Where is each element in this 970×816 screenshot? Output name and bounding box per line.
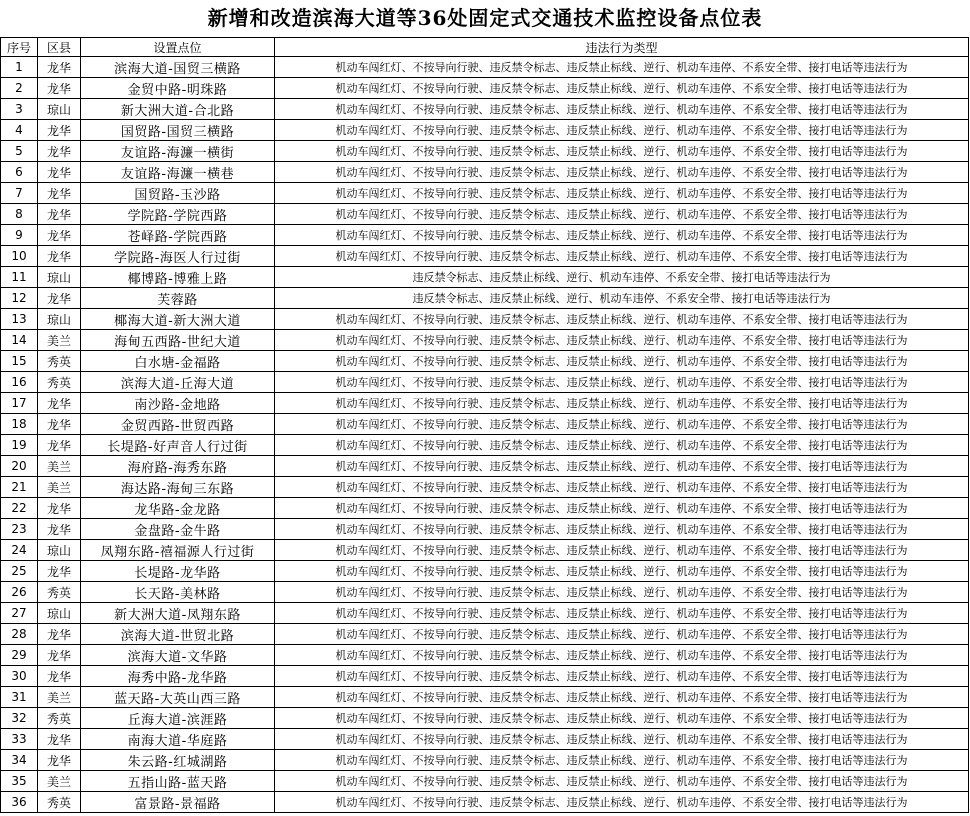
row-site: 金盘路-金牛路 (81, 519, 275, 540)
row-number: 11 (1, 267, 38, 288)
table-row (1, 351, 969, 372)
row-district: 美兰 (38, 477, 81, 498)
row-district: 龙华 (38, 414, 81, 435)
row-district: 龙华 (38, 204, 81, 225)
row-district: 龙华 (38, 393, 81, 414)
table-row (1, 456, 969, 477)
row-violations: 机动车闯红灯、不按导向行驶、违反禁令标志、违反禁止标线、逆行、机动车违停、不系安全带、接打电话等违法行为 (275, 309, 969, 330)
row-violations: 机动车闯红灯、不按导向行驶、违反禁令标志、违反禁止标线、逆行、机动车违停、不系安全带、接打电话等违法行为 (275, 78, 969, 99)
header-site: 设置点位 (81, 38, 275, 57)
row-site: 丘海大道-滨涯路 (81, 708, 275, 729)
row-number: 30 (1, 666, 38, 687)
row-number: 9 (1, 225, 38, 246)
row-number: 25 (1, 561, 38, 582)
row-violations: 机动车闯红灯、不按导向行驶、违反禁令标志、违反禁止标线、逆行、机动车违停、不系安全带、接打电话等违法行为 (275, 99, 969, 120)
row-number: 10 (1, 246, 38, 267)
row-violations: 机动车闯红灯、不按导向行驶、违反禁令标志、违反禁止标线、逆行、机动车违停、不系安全带、接打电话等违法行为 (275, 435, 969, 456)
row-number: 34 (1, 750, 38, 771)
row-number: 6 (1, 162, 38, 183)
row-site: 椰博路-博雅上路 (81, 267, 275, 288)
row-violations: 机动车闯红灯、不按导向行驶、违反禁令标志、违反禁止标线、逆行、机动车违停、不系安全带、接打电话等违法行为 (275, 225, 969, 246)
row-violations: 机动车闯红灯、不按导向行驶、违反禁令标志、违反禁止标线、逆行、机动车违停、不系安全带、接打电话等违法行为 (275, 477, 969, 498)
table-row (1, 540, 969, 561)
row-district: 龙华 (38, 750, 81, 771)
table-row (1, 57, 969, 78)
row-site: 朱云路-红城湖路 (81, 750, 275, 771)
table-row (1, 435, 969, 456)
row-district: 龙华 (38, 78, 81, 99)
row-site: 龙华路-金龙路 (81, 498, 275, 519)
row-violations: 机动车闯红灯、不按导向行驶、违反禁令标志、违反禁止标线、逆行、机动车违停、不系安全带、接打电话等违法行为 (275, 246, 969, 267)
row-number: 2 (1, 78, 38, 99)
row-district: 龙华 (38, 141, 81, 162)
row-district: 龙华 (38, 645, 81, 666)
row-number: 22 (1, 498, 38, 519)
row-violations: 机动车闯红灯、不按导向行驶、违反禁令标志、违反禁止标线、逆行、机动车违停、不系安全带、接打电话等违法行为 (275, 708, 969, 729)
row-number: 14 (1, 330, 38, 351)
row-site: 友谊路-海濂一横街 (81, 141, 275, 162)
row-site: 新大洲大道-合北路 (81, 99, 275, 120)
row-district: 龙华 (38, 288, 81, 309)
row-site: 长堤路-好声音人行过街 (81, 435, 275, 456)
page-title: 新增和改造滨海大道等36处固定式交通技术监控设备点位表 (207, 6, 763, 30)
row-district: 龙华 (38, 162, 81, 183)
table-row (1, 519, 969, 540)
row-number: 36 (1, 792, 38, 813)
row-number: 18 (1, 414, 38, 435)
table-row (1, 393, 969, 414)
header-violations: 违法行为类型 (275, 38, 969, 57)
row-district: 龙华 (38, 624, 81, 645)
row-site: 滨海大道-世贸北路 (81, 624, 275, 645)
table-row (1, 477, 969, 498)
table-row (1, 330, 969, 351)
row-number: 15 (1, 351, 38, 372)
row-violations: 机动车闯红灯、不按导向行驶、违反禁令标志、违反禁止标线、逆行、机动车违停、不系安全带、接打电话等违法行为 (275, 183, 969, 204)
row-violations: 机动车闯红灯、不按导向行驶、违反禁令标志、违反禁止标线、逆行、机动车违停、不系安全带、接打电话等违法行为 (275, 141, 969, 162)
row-violations: 机动车闯红灯、不按导向行驶、违反禁令标志、违反禁止标线、逆行、机动车违停、不系安全带、接打电话等违法行为 (275, 57, 969, 78)
row-number: 17 (1, 393, 38, 414)
row-number: 24 (1, 540, 38, 561)
table-row (1, 120, 969, 141)
row-district: 龙华 (38, 666, 81, 687)
row-number: 33 (1, 729, 38, 750)
row-violations: 机动车闯红灯、不按导向行驶、违反禁令标志、违反禁止标线、逆行、机动车违停、不系安全带、接打电话等违法行为 (275, 582, 969, 603)
row-site: 海甸五西路-世纪大道 (81, 330, 275, 351)
row-violations: 机动车闯红灯、不按导向行驶、违反禁令标志、违反禁止标线、逆行、机动车违停、不系安全带、接打电话等违法行为 (275, 771, 969, 792)
row-violations: 机动车闯红灯、不按导向行驶、违反禁令标志、违反禁止标线、逆行、机动车违停、不系安全带、接打电话等违法行为 (275, 330, 969, 351)
table-row (1, 288, 969, 309)
row-district: 秀英 (38, 582, 81, 603)
row-site: 长堤路-龙华路 (81, 561, 275, 582)
row-number: 19 (1, 435, 38, 456)
row-district: 琼山 (38, 309, 81, 330)
row-number: 26 (1, 582, 38, 603)
row-district: 龙华 (38, 435, 81, 456)
row-violations: 机动车闯红灯、不按导向行驶、违反禁令标志、违反禁止标线、逆行、机动车违停、不系安全带、接打电话等违法行为 (275, 750, 969, 771)
row-district: 琼山 (38, 267, 81, 288)
table-row (1, 624, 969, 645)
row-violations: 机动车闯红灯、不按导向行驶、违反禁令标志、违反禁止标线、逆行、机动车违停、不系安全带、接打电话等违法行为 (275, 645, 969, 666)
row-site: 海府路-海秀东路 (81, 456, 275, 477)
row-violations: 机动车闯红灯、不按导向行驶、违反禁令标志、违反禁止标线、逆行、机动车违停、不系安全带、接打电话等违法行为 (275, 456, 969, 477)
row-site: 苍峄路-学院西路 (81, 225, 275, 246)
table-row (1, 561, 969, 582)
row-site: 南海大道-华庭路 (81, 729, 275, 750)
row-number: 28 (1, 624, 38, 645)
row-number: 35 (1, 771, 38, 792)
row-violations: 机动车闯红灯、不按导向行驶、违反禁令标志、违反禁止标线、逆行、机动车违停、不系安全带、接打电话等违法行为 (275, 561, 969, 582)
row-violations: 机动车闯红灯、不按导向行驶、违反禁令标志、违反禁止标线、逆行、机动车违停、不系安全带、接打电话等违法行为 (275, 351, 969, 372)
row-violations: 机动车闯红灯、不按导向行驶、违反禁令标志、违反禁止标线、逆行、机动车违停、不系安全带、接打电话等违法行为 (275, 372, 969, 393)
row-site: 金贸西路-世贸西路 (81, 414, 275, 435)
row-violations: 机动车闯红灯、不按导向行驶、违反禁令标志、违反禁止标线、逆行、机动车违停、不系安全带、接打电话等违法行为 (275, 204, 969, 225)
row-number: 32 (1, 708, 38, 729)
row-district: 龙华 (38, 519, 81, 540)
row-site: 新大洲大道-凤翔东路 (81, 603, 275, 624)
row-number: 27 (1, 603, 38, 624)
row-number: 3 (1, 99, 38, 120)
table-row (1, 414, 969, 435)
table-row (1, 750, 969, 771)
table-row (1, 78, 969, 99)
row-site: 滨海大道-文华路 (81, 645, 275, 666)
row-violations: 机动车闯红灯、不按导向行驶、违反禁令标志、违反禁止标线、逆行、机动车违停、不系安全带、接打电话等违法行为 (275, 393, 969, 414)
row-number: 5 (1, 141, 38, 162)
row-district: 龙华 (38, 57, 81, 78)
header-district: 区县 (38, 38, 81, 57)
row-site: 南沙路-金地路 (81, 393, 275, 414)
row-number: 1 (1, 57, 38, 78)
row-district: 秀英 (38, 351, 81, 372)
table-row (1, 792, 969, 813)
row-site: 富景路-景福路 (81, 792, 275, 813)
row-site: 凤翔东路-禧福源人行过街 (81, 540, 275, 561)
row-district: 龙华 (38, 561, 81, 582)
monitoring-points-table (0, 37, 969, 813)
row-number: 12 (1, 288, 38, 309)
table-row (1, 729, 969, 750)
row-violations: 违反禁令标志、违反禁止标线、逆行、机动车违停、不系安全带、接打电话等违法行为 (275, 267, 969, 288)
row-district: 美兰 (38, 687, 81, 708)
table-row (1, 225, 969, 246)
table-row (1, 309, 969, 330)
row-district: 龙华 (38, 246, 81, 267)
row-site: 长天路-美林路 (81, 582, 275, 603)
table-row (1, 708, 969, 729)
row-number: 29 (1, 645, 38, 666)
row-violations: 机动车闯红灯、不按导向行驶、违反禁令标志、违反禁止标线、逆行、机动车违停、不系安全带、接打电话等违法行为 (275, 792, 969, 813)
row-site: 海达路-海甸三东路 (81, 477, 275, 498)
row-district: 龙华 (38, 183, 81, 204)
table-row (1, 246, 969, 267)
row-site: 蓝天路-大英山西三路 (81, 687, 275, 708)
row-violations: 违反禁令标志、违反禁止标线、逆行、机动车违停、不系安全带、接打电话等违法行为 (275, 288, 969, 309)
row-number: 13 (1, 309, 38, 330)
row-district: 美兰 (38, 456, 81, 477)
row-number: 20 (1, 456, 38, 477)
row-violations: 机动车闯红灯、不按导向行驶、违反禁令标志、违反禁止标线、逆行、机动车违停、不系安全带、接打电话等违法行为 (275, 498, 969, 519)
row-violations: 机动车闯红灯、不按导向行驶、违反禁令标志、违反禁止标线、逆行、机动车违停、不系安全带、接打电话等违法行为 (275, 120, 969, 141)
row-site: 学院路-海医人行过街 (81, 246, 275, 267)
row-district: 美兰 (38, 330, 81, 351)
row-number: 23 (1, 519, 38, 540)
row-district: 琼山 (38, 99, 81, 120)
row-district: 秀英 (38, 792, 81, 813)
table-row (1, 771, 969, 792)
row-number: 4 (1, 120, 38, 141)
row-violations: 机动车闯红灯、不按导向行驶、违反禁令标志、违反禁止标线、逆行、机动车违停、不系安全带、接打电话等违法行为 (275, 666, 969, 687)
row-site: 滨海大道-丘海大道 (81, 372, 275, 393)
row-violations: 机动车闯红灯、不按导向行驶、违反禁令标志、违反禁止标线、逆行、机动车违停、不系安全带、接打电话等违法行为 (275, 603, 969, 624)
table-row (1, 99, 969, 120)
row-site: 学院路-学院西路 (81, 204, 275, 225)
row-violations: 机动车闯红灯、不按导向行驶、违反禁令标志、违反禁止标线、逆行、机动车违停、不系安全带、接打电话等违法行为 (275, 162, 969, 183)
row-number: 7 (1, 183, 38, 204)
row-violations: 机动车闯红灯、不按导向行驶、违反禁令标志、违反禁止标线、逆行、机动车违停、不系安全带、接打电话等违法行为 (275, 729, 969, 750)
row-district: 龙华 (38, 225, 81, 246)
table-body (1, 57, 969, 813)
row-site: 白水塘-金福路 (81, 351, 275, 372)
row-violations: 机动车闯红灯、不按导向行驶、违反禁令标志、违反禁止标线、逆行、机动车违停、不系安全带、接打电话等违法行为 (275, 624, 969, 645)
table-row (1, 183, 969, 204)
table-row (1, 666, 969, 687)
row-site: 芙蓉路 (81, 288, 275, 309)
row-site: 五指山路-蓝天路 (81, 771, 275, 792)
table-row (1, 498, 969, 519)
header-no: 序号 (1, 38, 38, 57)
row-site: 金贸中路-明珠路 (81, 78, 275, 99)
row-district: 龙华 (38, 120, 81, 141)
row-site: 滨海大道-国贸三横路 (81, 57, 275, 78)
table-row (1, 372, 969, 393)
row-violations: 机动车闯红灯、不按导向行驶、违反禁令标志、违反禁止标线、逆行、机动车违停、不系安全带、接打电话等违法行为 (275, 687, 969, 708)
table-row (1, 603, 969, 624)
row-site: 国贸路-国贸三横路 (81, 120, 275, 141)
row-site: 海秀中路-龙华路 (81, 666, 275, 687)
row-district: 秀英 (38, 708, 81, 729)
row-district: 琼山 (38, 540, 81, 561)
row-number: 31 (1, 687, 38, 708)
table-row (1, 582, 969, 603)
row-district: 美兰 (38, 771, 81, 792)
table-row (1, 645, 969, 666)
row-district: 龙华 (38, 729, 81, 750)
table-row (1, 141, 969, 162)
row-violations: 机动车闯红灯、不按导向行驶、违反禁令标志、违反禁止标线、逆行、机动车违停、不系安全带、接打电话等违法行为 (275, 540, 969, 561)
row-district: 龙华 (38, 498, 81, 519)
row-number: 21 (1, 477, 38, 498)
row-number: 16 (1, 372, 38, 393)
row-site: 国贸路-玉沙路 (81, 183, 275, 204)
table-row (1, 204, 969, 225)
row-site: 椰海大道-新大洲大道 (81, 309, 275, 330)
row-violations: 机动车闯红灯、不按导向行驶、违反禁令标志、违反禁止标线、逆行、机动车违停、不系安全带、接打电话等违法行为 (275, 519, 969, 540)
row-site: 友谊路-海濂一横巷 (81, 162, 275, 183)
row-district: 琼山 (38, 603, 81, 624)
table-row (1, 162, 969, 183)
table-row (1, 687, 969, 708)
row-district: 秀英 (38, 372, 81, 393)
table-header-row (1, 38, 969, 57)
row-number: 8 (1, 204, 38, 225)
row-violations: 机动车闯红灯、不按导向行驶、违反禁令标志、违反禁止标线、逆行、机动车违停、不系安全带、接打电话等违法行为 (275, 414, 969, 435)
table-row (1, 267, 969, 288)
